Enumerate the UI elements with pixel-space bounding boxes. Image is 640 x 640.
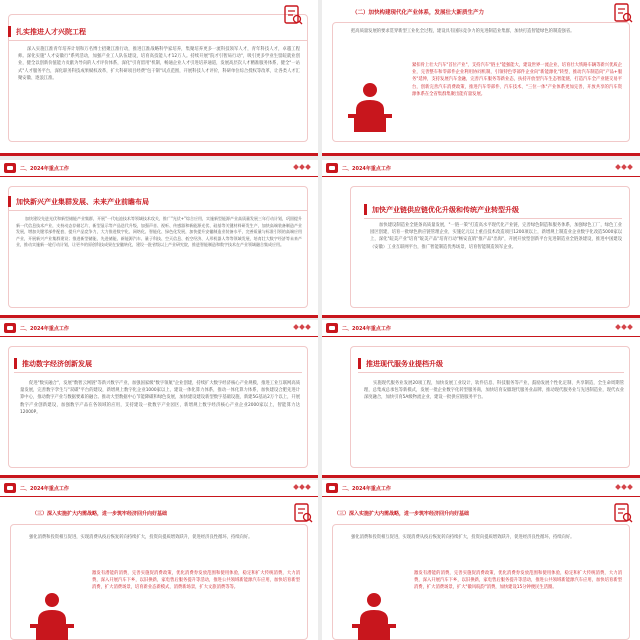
header-title: 二、2024年重点工作 [342,325,391,332]
title-divider [8,40,308,41]
briefcase-icon [4,323,16,333]
header-divider [0,496,318,497]
header-title: 二、2024年重点工作 [20,325,69,332]
header-decoration [294,325,310,329]
highlight-paragraph [92,570,300,618]
footer-bar [322,153,640,156]
header-divider [322,176,640,177]
section-title: 推进现代服务业提档升级 [366,359,443,368]
header-decoration [616,485,632,489]
section-subtitle: （三）深入实施扩大内需战略，进一步筑牢经济回升向好基础 [334,511,470,517]
slide-domestic-demand-a[interactable] [0,480,318,640]
slide-industry-system[interactable] [322,0,640,156]
title-divider [8,210,308,211]
document-icon [612,2,634,24]
header-decoration [616,165,632,169]
speaker-podium-icon [340,80,400,134]
speaker-podium-icon [22,590,82,640]
briefcase-icon [326,163,338,173]
slide-emerging-industries[interactable] [0,160,318,318]
briefcase-icon [326,483,338,493]
slide-header [322,320,640,336]
slide-modern-services[interactable] [322,320,640,478]
highlight-paragraph [414,570,622,618]
body-paragraph: 加快建设制造业全链条高质量发展，"一链一策"打造高水平现代化产业链，完善绿色制造和服务体系，加强绿色工厂，绿色工业园区创建，培育一批绿色供应链管理企业，实施亿元以上重点技术改造项目1200项以上，新增规上制造业企业数字化改造5000家以上，深化"皖美产业"培育"皖美产品"培育行动"畅安直销"推产品"出海"，开展开放型创新平台先进制造业全链条建设，推进中国建设（安徽）工业互联网平台，推广智能制造优秀场景，培育智能制造领军企业。 [370,223,622,250]
header-divider [0,176,318,177]
slide-header [0,160,318,176]
document-icon [612,502,634,524]
highlight-text: 紧扣骨上壮大汽车"首位产业"，支持汽车"链主"能强能大，建设世界一流企业，培育壮大铁路车辆等新兴优质企业，完善整车和零部件企业利用协同机制，引领特色零部件企业向"新能源化"转型，推动汽车制造向"产品+服务"延伸，支持发展汽车金融，完善汽车服务等新业态，扶持开放型汽车生态智能链，打造汽车全产业链交易平台，创新完善汽车消费政策，推进汽车零部件、汽车技术、"三位一体"产业体系更加完善，开放共享的汽车资源体系在全省集群集聚出能有量发展。 [412,63,622,97]
header-decoration [294,485,310,489]
slide-header [322,480,640,496]
briefcase-icon [326,323,338,333]
briefcase-icon [4,163,16,173]
speaker-podium-icon [344,590,404,640]
body-paragraph: 强化消费和投资相互促进，实现消费从疫后恢复转向持续扩大，投资向提质增效跃升，促进经济良性循环，持续向好。 [351,535,575,540]
section-title: 加快产业链供应链优化升级和传统产业转型升级 [372,205,519,214]
header-decoration [294,165,310,169]
slide-talent[interactable] [0,0,318,156]
body-paragraph: 实施现代服务业发展20项工程，加快发展工业设计，软件信息、科技服务等产业，鼓励发展个性化定制、共享制造，全生命周期管理，总集成总承包等新模式，发展一批企业数字化转型服务商，加快培育安徽现代服务业品牌，推动现代服务业与先进制造业，现代农业深度融合，加快引育5A级物流企业，建设一批供应链服务平台。 [364,381,624,401]
header-title: 二、2024年重点工作 [20,165,69,172]
header-divider [322,336,640,337]
title-accent [8,196,11,207]
title-accent [14,358,17,369]
section-subtitle: （三）深入实施扩大内需战略，进一步筑牢经济回升向好基础 [32,511,168,517]
title-divider [358,372,624,373]
body-paragraph: 加快建设先进光伏和新型储能产业集群，开展"一代电池技术等领域技术攻关，推广"光伏+"综合应用，实施新型能源产业高质量发展三年行动计划，巩固提升新一代信息技术产业，支持动态存储芯片，新型显示等产品迭代升级，加强声音、视听、传感器和新能源光伏、硅基等关键材料研发生产，加快高端装备制造产业发展，增加关键零部件配套，提升产品竞争力，大力推进数字化、网络化、智能化、绿色化发展，加快提升安徽制造业装备水平，完善质量与标准引领的高端应用产业，开展新兴产业集群建设；推进新型储能、先进储能、新能源汽车、量子科技、空天信息、低空经济、人形机器人等等领域发展，培育壮大数字经济等未来产业，推动实施新一轮行动计划，让更多的原创科技成果在安徽转化，建设一批省级以上产业研究院，推进智能制造和数字技术在产业领域融合集成应用。 [16,216,302,248]
header-title: 二、2024年重点工作 [20,485,69,492]
slide-header [0,320,318,336]
title-divider [364,218,622,219]
body-paragraph: 促进"数实融合"，发展"数智云网链"等新兴数字产业，加强国家级"数字领航"企业创建，持续扩大数字经济核心产业规模，推进工业互联网高质量发展，完善数字孪生与"双碳"平台的建设，新增规上数字化企业1000家以上，建设一体化算力体系，推动一体化算力体系，加快建设合肥先进计算中心，推动数字产业与数据要素的融合。推动大型数据中心节能降碳和绿色发展，加快建设建设新型数字基础设施，新建5G基站2万个以上，开展数字产业创新建设，加强数字产品在各领域的应用，支持建设一批数字产业园区，新增规上数字经济核心产业企业2000家以上，智能算力达12000P。 [20,381,300,415]
briefcase-icon [4,483,16,493]
section-title: 推动数字经济创新发展 [22,359,92,368]
slide-digital-economy[interactable] [0,320,318,478]
slide-header [0,480,318,496]
footer-bar [0,475,318,478]
document-icon [292,502,314,524]
body-paragraph: 强化消费和投资相互促进，实现消费从疫后恢复转向持续扩大，投资向提质增效跃升，促进经济良性循环，持续向好。 [29,535,253,540]
section-title: 加快新兴产业集群发展、未来产业前瞻布局 [16,197,149,206]
section-subtitle: （二）加快构建现代化产业体系，发展壮大新质生产力 [352,10,485,16]
section-title: 扎实推进人才兴院工程 [16,27,86,36]
section-title-bar [14,356,92,371]
document-icon [282,4,304,26]
slide-supply-chain[interactable] [322,160,640,318]
footer-bar [0,153,318,156]
header-title: 二、2024年重点工作 [342,485,391,492]
section-title-bar [358,356,443,371]
title-accent [8,26,11,37]
section-title-bar [8,24,86,39]
footer-bar [322,315,640,318]
body-paragraph: 把高质量发展的要求贯穿新型工业化全过程，建设具有国际竞争力的先进制造业集群，加快打造智能绿色的制造强省。 [351,29,575,34]
footer-bar [322,475,640,478]
section-title-bar [364,202,519,217]
section-title-bar [8,194,149,209]
footer-bar [0,315,318,318]
highlight-paragraph [412,62,622,138]
title-accent [358,358,361,369]
header-decoration [616,325,632,329]
highlight-text: 激发有潜能的消费，完善实施促消费政策，优化消费券发放范围和使用体验，稳定和扩大传统消费，大力消费，深入开展汽车下乡，以旧换新，家电售后服务提升等活动，推进公共领域新能源汽车应用，加快培育新型消费，扩大消费场景，培育新业态新模式，消费新场景，扩大文旅消费等等。 [92,571,300,591]
slide-header [322,160,640,176]
header-title: 二、2024年重点工作 [342,165,391,172]
slide-domestic-demand-b[interactable] [322,480,640,640]
highlight-text: 激发有潜能的消费，完善实施促消费政策，优化消费券发放范围和使用体验，稳定和扩大传统消费，大力消费，深入开展汽车下乡，以旧换新，家电售后服务提升等活动，推进公共领域新能源汽车应用，加快培育新型消费，扩大消费场景，扩大"徽风皖韵"消费，加快建设15分钟便民生活圈。 [414,571,622,591]
body-paragraph: 深入实施江淮青年培养计划和万名博士招聚江淮行动，推进江淮战略科学家培养，集聚培养更多一流科技领军人才，青年科技人才，卓越工程师。深化实施"人才安徽行"系列活动，加强产业工人队伍建设，培育高技能人才12万人。持续开展"院才引智局行动"，吸引更多学业生留皖就业创业，健全以创新价值能力贡献为导向的人才评价体系，深化"引育留用"机制，畅通企业人才引进培养通道，发展高层次人才精准服务体系，健全"一站式"人才服务平台，深化职务科技成果赋权改革，扩大科研项目经费"包干制"试点范围，开展科技人才评价，科研单位综合授权等改革，让各类人才汇聚安徽、逐浪江淮。 [18,47,300,81]
title-divider [14,372,302,373]
header-divider [0,336,318,337]
header-divider [322,496,640,497]
title-accent [364,204,367,215]
